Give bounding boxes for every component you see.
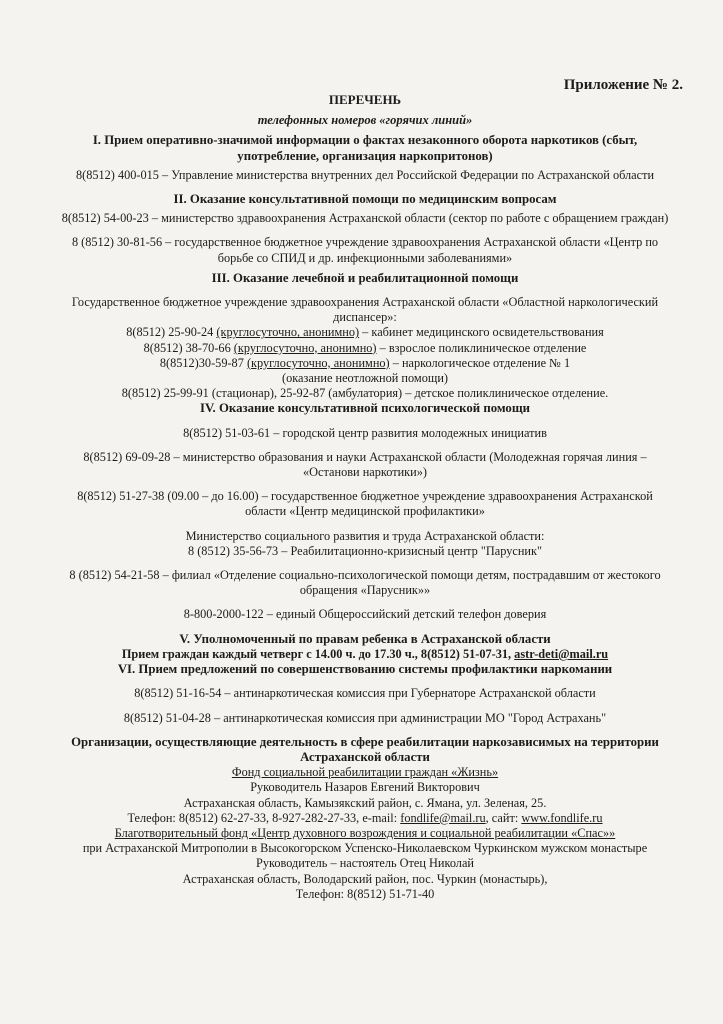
section-4-item: 8 (8512) 54-21-58 – филиал «Отделение социально-психологической помощи детям, пострадавшим от жестокого обращения «Парусник»» bbox=[69, 568, 661, 598]
section-3-intro: Государственное бюджетное учреждение здравоохранения Астраханской области «Областной наркологический диспансер»: bbox=[71, 295, 659, 325]
section-3-line: (оказание неотложной помощи) bbox=[281, 371, 449, 386]
document-body bbox=[56, 92, 674, 902]
org-2-phone: Телефон: 8(8512) 51-71-40 bbox=[295, 886, 435, 901]
section-3-line: 8(8512) 25-99-91 (стационар), 25-92-87 (амбулатория) – детское поликлиническое отделение. bbox=[121, 386, 609, 401]
section-2-item: 8 (8512) 30-81-56 – государственное бюджетное учреждение здравоохранения Астраханской области «Центр по борьбе со СПИД и др. инфекционными заболеваниями» bbox=[71, 235, 659, 265]
section-2-item: 8(8512) 54-00-23 – министерство здравоохранения Астраханской области (сектор по работе с обращением граждан) bbox=[61, 211, 669, 226]
section-6-title: VI. Прием предложений по совершенствованию системы профилактики наркомании bbox=[117, 662, 613, 677]
org-2-name: Благотворительный фонд «Центр духовного возрождения и социальной реабилитации «Спас»» bbox=[114, 825, 616, 840]
section-4-item: Министерство социального развития и труда Астраханской области: bbox=[185, 528, 545, 543]
section-3-line: 8(8512) 38-70-66 (круглосуточно, анонимно) – взрослое поликлиническое отделение bbox=[143, 340, 587, 355]
section-5-title: V. Уполномоченный по правам ребенка в Астраханской области bbox=[179, 631, 551, 646]
section-4-item: 8-800-2000-122 – единый Общероссийский детский телефон доверия bbox=[183, 607, 547, 622]
section-3-title: III. Оказание лечебной и реабилитационной помощи bbox=[211, 270, 519, 285]
section-3-line: 8(8512) 25-90-24 (круглосуточно, анонимно) – кабинет медицинского освидетельствования bbox=[126, 325, 604, 340]
org-2-description: при Астраханской Митрополии в Высокогорском Успенско-Николаевском Чуркинском мужском монастыре bbox=[82, 841, 648, 856]
email-link[interactable]: astr-deti@mail.ru bbox=[514, 646, 609, 661]
section-4-item: 8 (8512) 35-56-73 – Реабилитационно-кризисный центр "Парусник" bbox=[187, 543, 543, 558]
section-4-title: IV. Оказание консультативной психологической помощи bbox=[199, 401, 530, 416]
section-1-title: I. Прием оперативно-значимой информации о фактах незаконного оборота наркотиков (сбыт, употребление, организация наркопритонов) bbox=[92, 133, 638, 163]
org-1-address: Астраханская область, Камызякский район, с. Ямана, ул. Зеленая, 25. bbox=[183, 795, 547, 810]
section-6-item: 8(8512) 51-16-54 – антинаркотическая комиссия при Губернаторе Астраханской области bbox=[134, 686, 596, 701]
section-4-item: 8(8512) 51-27-38 (09.00 – до 16.00) – государственное бюджетное учреждение здравоохранения Астраханской области «Центр медицинской профилактики» bbox=[77, 489, 653, 519]
section-1-item: 8(8512) 400-015 – Управление министерства внутренних дел Российской Федерации по Астраханской области bbox=[75, 167, 655, 182]
document-subtitle: телефонных номеров «горячих линий» bbox=[257, 113, 473, 128]
section-4-item: 8(8512) 51-03-61 – городской центр развития молодежных инициатив bbox=[183, 425, 547, 440]
org-1-name: Фонд социальной реабилитации граждан «Жизнь» bbox=[231, 765, 499, 780]
section-2-title: II. Оказание консультативной помощи по медицинским вопросам bbox=[173, 192, 557, 207]
org-2-address: Астраханская область, Володарский район, пос. Чуркин (монастырь), bbox=[182, 871, 548, 886]
section-7-title: Организации, осуществляющие деятельность в сфере реабилитации наркозависимых на территории Астраханской области bbox=[71, 734, 659, 764]
section-6-item: 8(8512) 51-04-28 – антинаркотическая комиссия при администрации МО "Город Астрахань" bbox=[123, 710, 607, 725]
section-4-item: 8(8512) 69-09-28 – министерство образования и науки Астраханской области (Молодежная горячая линия – «Останови наркотики») bbox=[83, 449, 647, 480]
appendix-label: Приложение № 2. bbox=[563, 77, 683, 93]
document-title: ПЕРЕЧЕНЬ bbox=[328, 92, 402, 107]
org-1-contacts: Телефон: 8(8512) 62-27-33, 8-927-282-27-33, e-mail: fondlife@mail.ru, сайт: www.fondlife.ru bbox=[127, 810, 603, 825]
website-link[interactable]: www.fondlife.ru bbox=[521, 810, 603, 825]
org-2-head: Руководитель – настоятель Отец Николай bbox=[256, 856, 474, 871]
section-3-line: 8(8512)30-59-87 (круглосуточно, анонимно) – наркологическое отделение № 1 bbox=[159, 355, 571, 370]
section-5-reception: Прием граждан каждый четверг с 14.00 ч. до 17.30 ч., 8(8512) 51-07-31, astr-deti@mail.ru bbox=[121, 646, 609, 661]
org-1-head: Руководитель Назаров Евгений Викторович bbox=[250, 780, 480, 795]
email-link[interactable]: fondlife@mail.ru bbox=[400, 810, 486, 825]
